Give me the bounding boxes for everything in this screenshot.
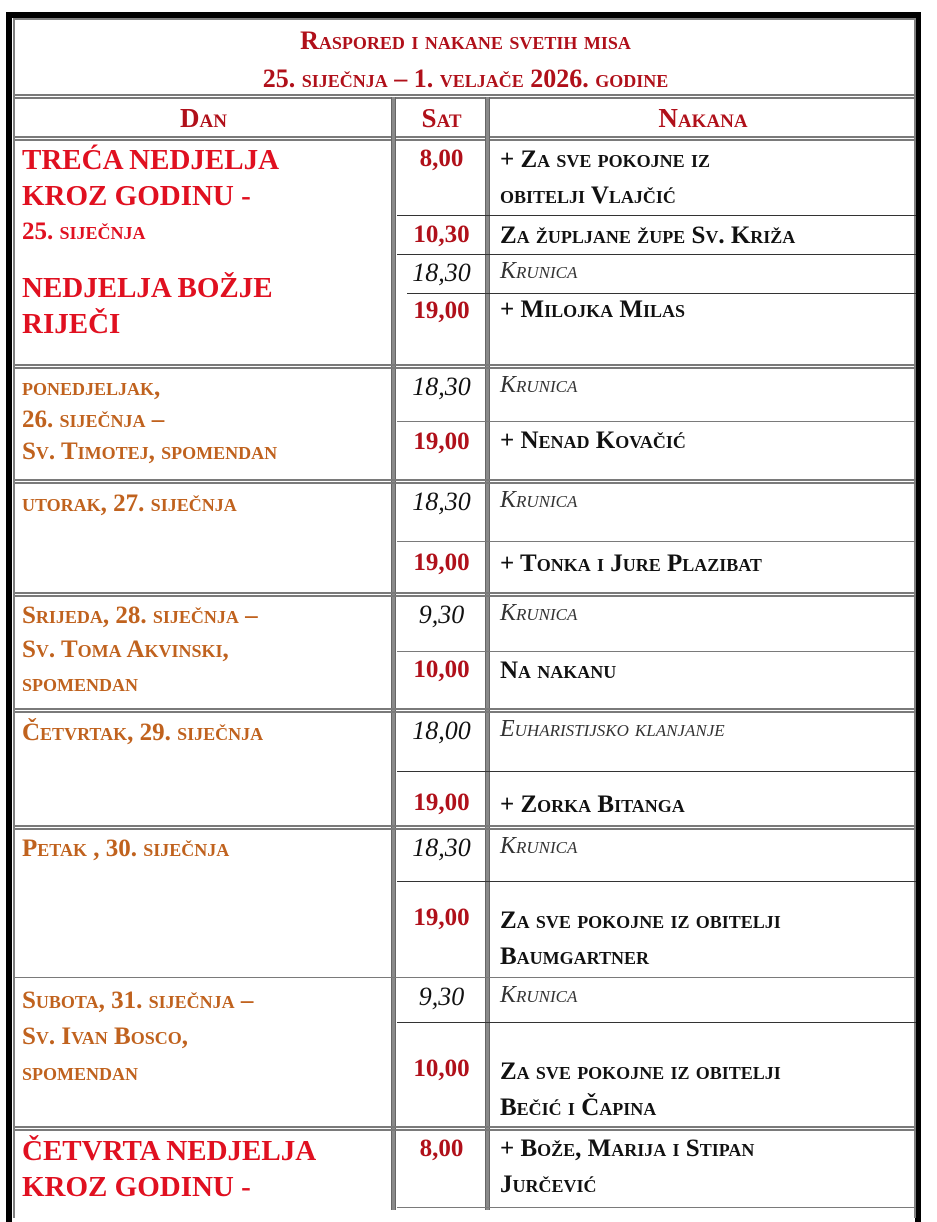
divider [15,479,916,484]
mass-time: 18,00 [412,716,471,745]
day-line: Sv. Ivan Bosco, [22,1023,188,1050]
day-line: Četvrtak, 29. siječnja [22,719,264,746]
day-line: Srijeda, 28. siječnja – [22,602,258,629]
divider [15,977,916,978]
mass-time: 18,30 [412,372,471,401]
mass-time: 19,00 [413,549,470,576]
divider [15,708,916,713]
day-label [22,488,390,520]
day-label [22,717,390,749]
mass-intention: + Zorka Bitanga [500,791,685,818]
column-header-intention: Nakana [658,103,748,133]
mass-time: 9,30 [418,982,465,1011]
day-line: ČETVRTA NEDJELJA [22,1135,317,1167]
mass-time: 19,00 [413,904,470,931]
day-line: RIJEČI [22,308,121,340]
mass-time: 8,00 [419,145,464,172]
intention-line: + Za sve pokojne iz [500,146,710,173]
divider [397,421,916,422]
day-line: Subota, 31. siječnja – [22,987,254,1014]
intention-line: Bečić i Čapina [500,1094,657,1121]
day-line: 26. siječnja – [22,406,165,433]
mass-intention: + Nenad Kovačić [500,427,686,454]
page-title [15,20,916,95]
title-line-2: 25. siječnja – 1. veljače 2026. godine [262,64,669,93]
mass-intention [500,1131,910,1203]
mass-time: 10,00 [413,656,470,683]
divider [15,592,916,597]
mass-time: 10,00 [413,1055,470,1082]
mass-time: 10,30 [413,221,470,248]
intention-line: obitelji Vlajčić [500,182,676,209]
day-label [22,142,390,342]
day-line: Petak , 30. siječnja [22,835,230,862]
divider [397,651,916,652]
mass-intention [500,1054,910,1126]
mass-intention: Krunica [500,372,578,398]
mass-time: 18,30 [412,833,471,862]
divider [15,364,916,369]
day-line: ponedjeljak, [22,374,161,401]
intention-line: Za sve pokojne iz obitelji [500,907,781,934]
intention-line: Jurčević [500,1171,597,1198]
mass-time: 18,30 [412,487,471,516]
intention-line: Baumgartner [500,943,650,970]
mass-intention: + Tonka i Jure Plazibat [500,550,762,577]
intention-line: Za sve pokojne iz obitelji [500,1058,781,1085]
mass-intention: Za župljane župe Sv. Križa [500,222,796,249]
day-line: TREĆA NEDJELJA [22,144,280,176]
day-line: Sv. Toma Akvinski, [22,636,229,663]
divider [397,1022,916,1023]
divider [15,94,916,99]
mass-intention: + Milojka Milas [500,296,685,323]
mass-time: 19,00 [413,789,470,816]
divider [15,825,916,830]
day-line: KROZ GODINU - [22,180,251,212]
day-label [22,1133,390,1205]
divider [397,541,916,542]
mass-time: 19,00 [413,297,470,324]
day-line: NEDJELJA BOŽJE [22,272,273,304]
mass-intention: Krunica [500,258,578,284]
day-line: spomendan [22,670,138,697]
column-header-time: Sat [421,103,462,133]
mass-intention: Krunica [500,600,578,626]
mass-intention: Krunica [500,982,578,1008]
mass-intention [500,142,910,214]
mass-intention: Euharistijsko klanjanje [500,716,725,742]
mass-intention: Krunica [500,833,578,859]
title-line-1: Raspored i nakane svetih misa [300,26,631,55]
divider [397,771,916,772]
day-line: spomendan [22,1059,138,1086]
day-label [22,372,390,468]
divider [397,881,916,882]
mass-intention [500,903,910,975]
column-divider [391,97,396,1210]
day-line: KROZ GODINU - [22,1171,251,1203]
intention-line: + Bože, Marija i Stipan [500,1135,755,1162]
divider [397,215,916,216]
day-label [22,983,390,1091]
mass-intention: Na nakanu [500,657,617,684]
day-date: 25. siječnja [22,218,146,245]
divider [397,254,916,255]
mass-time: 19,00 [413,428,470,455]
divider [15,136,916,141]
mass-time: 8,00 [419,1135,464,1162]
day-label [22,599,390,701]
mass-time: 9,30 [418,600,465,629]
day-label [22,833,390,865]
column-header-day: Dan [180,103,227,133]
divider [397,1207,916,1208]
mass-intention: Krunica [500,487,578,513]
day-line: utorak, 27. siječnja [22,490,237,517]
mass-time: 18,30 [412,258,471,287]
day-line: Sv. Timotej, spomendan [22,438,278,465]
